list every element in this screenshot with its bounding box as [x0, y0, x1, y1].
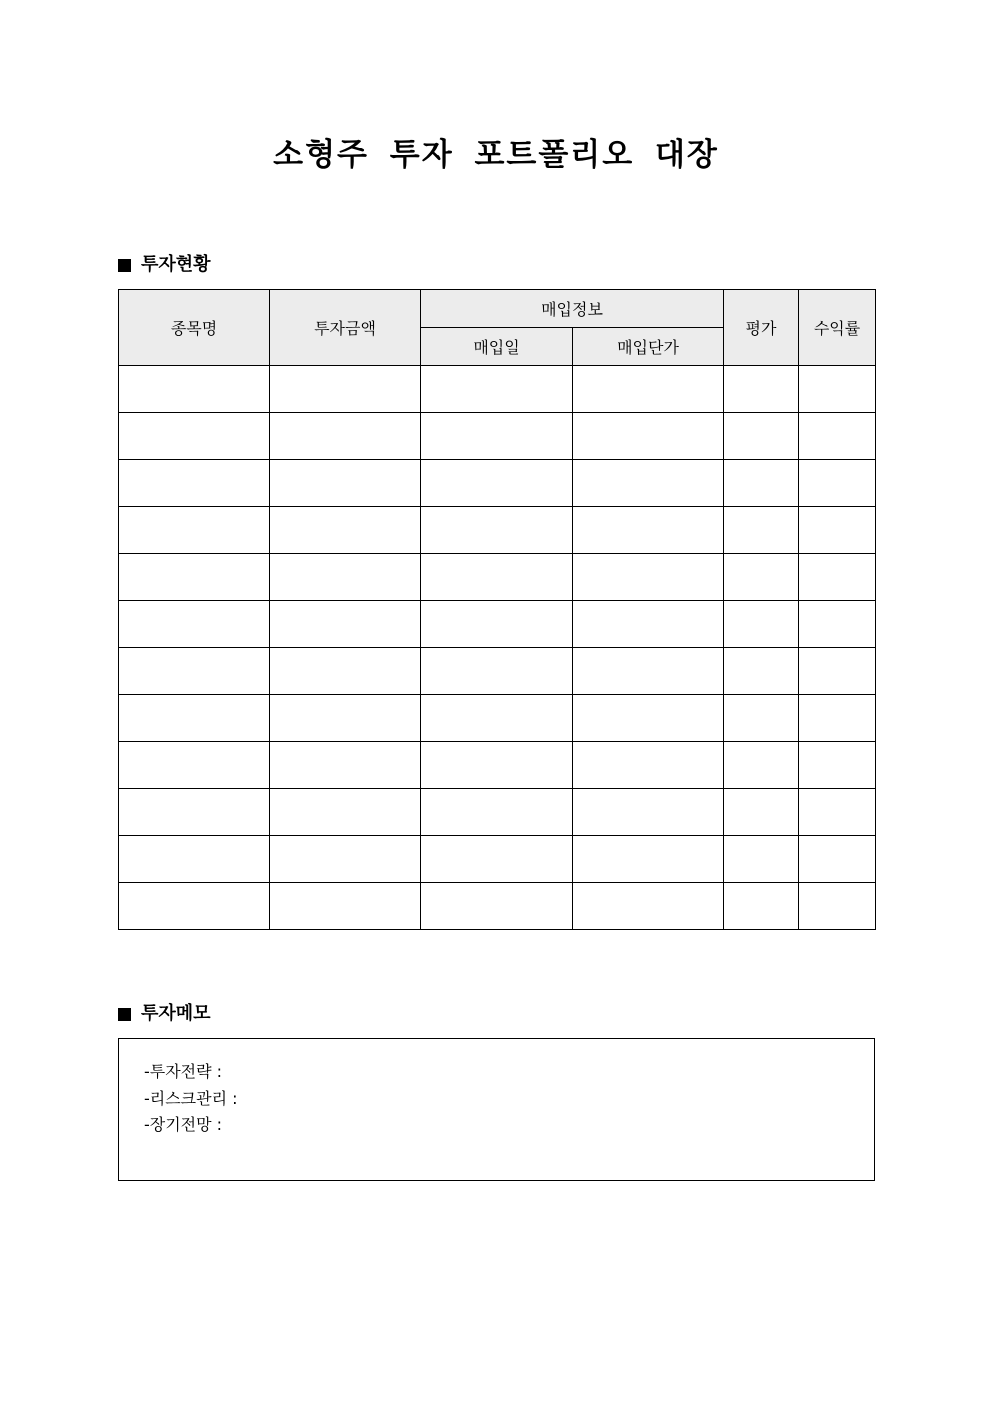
- cell-return-rate[interactable]: [799, 789, 876, 836]
- cell-valuation[interactable]: [724, 601, 799, 648]
- table-row: [119, 648, 876, 695]
- cell-investment-amount[interactable]: [270, 648, 421, 695]
- cell-return-rate[interactable]: [799, 460, 876, 507]
- cell-valuation[interactable]: [724, 789, 799, 836]
- cell-purchase-unit-price[interactable]: [573, 648, 724, 695]
- cell-purchase-date[interactable]: [421, 695, 573, 742]
- cell-return-rate[interactable]: [799, 648, 876, 695]
- table-row: [119, 742, 876, 789]
- cell-valuation[interactable]: [724, 648, 799, 695]
- cell-purchase-unit-price[interactable]: [573, 883, 724, 930]
- cell-investment-amount[interactable]: [270, 836, 421, 883]
- cell-stock-name[interactable]: [119, 789, 270, 836]
- header-investment-amount: 투자금액: [270, 290, 421, 366]
- cell-purchase-date[interactable]: [421, 601, 573, 648]
- cell-investment-amount[interactable]: [270, 413, 421, 460]
- cell-purchase-date[interactable]: [421, 742, 573, 789]
- cell-purchase-date[interactable]: [421, 883, 573, 930]
- table-row: [119, 695, 876, 742]
- cell-valuation[interactable]: [724, 695, 799, 742]
- cell-return-rate[interactable]: [799, 695, 876, 742]
- table-row: [119, 366, 876, 413]
- cell-purchase-date[interactable]: [421, 648, 573, 695]
- cell-stock-name[interactable]: [119, 742, 270, 789]
- cell-return-rate[interactable]: [799, 366, 876, 413]
- cell-purchase-unit-price[interactable]: [573, 554, 724, 601]
- header-return-rate: 수익률: [799, 290, 876, 366]
- square-bullet-icon: [118, 259, 131, 272]
- cell-return-rate[interactable]: [799, 413, 876, 460]
- memo-heading-label: 투자메모: [141, 1003, 211, 1024]
- table-row: [119, 601, 876, 648]
- portfolio-table-body: [119, 366, 876, 930]
- memo-lines: [144, 1059, 238, 1139]
- square-bullet-icon: [118, 1008, 131, 1021]
- cell-valuation[interactable]: [724, 836, 799, 883]
- cell-valuation[interactable]: [724, 554, 799, 601]
- table-row: [119, 507, 876, 554]
- cell-stock-name[interactable]: [119, 648, 270, 695]
- holdings-heading-label: 투자현황: [141, 254, 211, 275]
- cell-purchase-unit-price[interactable]: [573, 836, 724, 883]
- table-row: [119, 554, 876, 601]
- table-row: [119, 413, 876, 460]
- header-valuation: 평가: [724, 290, 799, 366]
- table-row: [119, 460, 876, 507]
- cell-valuation[interactable]: [724, 413, 799, 460]
- cell-stock-name[interactable]: [119, 601, 270, 648]
- cell-stock-name[interactable]: [119, 695, 270, 742]
- header-stock-name: 종목명: [119, 290, 270, 366]
- cell-investment-amount[interactable]: [270, 789, 421, 836]
- cell-purchase-date[interactable]: [421, 366, 573, 413]
- cell-stock-name[interactable]: [119, 413, 270, 460]
- cell-purchase-unit-price[interactable]: [573, 789, 724, 836]
- cell-stock-name[interactable]: [119, 883, 270, 930]
- table-row: [119, 836, 876, 883]
- cell-purchase-unit-price[interactable]: [573, 460, 724, 507]
- cell-purchase-date[interactable]: [421, 413, 573, 460]
- page-title: 소형주 투자 포트폴리오 대장: [273, 137, 719, 173]
- cell-purchase-unit-price[interactable]: [573, 507, 724, 554]
- header-purchase-date: 매입일: [421, 328, 573, 366]
- cell-stock-name[interactable]: [119, 460, 270, 507]
- cell-purchase-date[interactable]: [421, 789, 573, 836]
- cell-return-rate[interactable]: [799, 601, 876, 648]
- cell-valuation[interactable]: [724, 742, 799, 789]
- cell-purchase-unit-price[interactable]: [573, 695, 724, 742]
- memo-line-risk-management[interactable]: -리스크관리 :: [144, 1088, 238, 1108]
- cell-return-rate[interactable]: [799, 836, 876, 883]
- cell-investment-amount[interactable]: [270, 695, 421, 742]
- cell-investment-amount[interactable]: [270, 460, 421, 507]
- cell-purchase-unit-price[interactable]: [573, 413, 724, 460]
- cell-investment-amount[interactable]: [270, 601, 421, 648]
- cell-investment-amount[interactable]: [270, 507, 421, 554]
- cell-valuation[interactable]: [724, 366, 799, 413]
- cell-investment-amount[interactable]: [270, 554, 421, 601]
- cell-return-rate[interactable]: [799, 554, 876, 601]
- memo-box[interactable]: [118, 1038, 875, 1181]
- cell-investment-amount[interactable]: [270, 366, 421, 413]
- cell-valuation[interactable]: [724, 507, 799, 554]
- cell-investment-amount[interactable]: [270, 742, 421, 789]
- memo-line-strategy[interactable]: -투자전략 :: [144, 1062, 223, 1081]
- cell-return-rate[interactable]: [799, 883, 876, 930]
- memo-section-heading: [118, 1001, 211, 1027]
- cell-purchase-date[interactable]: [421, 507, 573, 554]
- header-purchase-unit-price: 매입단가: [573, 328, 724, 366]
- cell-purchase-date[interactable]: [421, 460, 573, 507]
- cell-stock-name[interactable]: [119, 366, 270, 413]
- cell-purchase-date[interactable]: [421, 554, 573, 601]
- cell-purchase-date[interactable]: [421, 836, 573, 883]
- cell-stock-name[interactable]: [119, 836, 270, 883]
- table-row: [119, 883, 876, 930]
- cell-valuation[interactable]: [724, 460, 799, 507]
- holdings-section-heading: [118, 252, 211, 278]
- cell-return-rate[interactable]: [799, 507, 876, 554]
- cell-stock-name[interactable]: [119, 507, 270, 554]
- cell-purchase-unit-price[interactable]: [573, 366, 724, 413]
- memo-line-long-term-outlook[interactable]: -장기전망 :: [144, 1115, 223, 1134]
- cell-investment-amount[interactable]: [270, 883, 421, 930]
- cell-return-rate[interactable]: [799, 742, 876, 789]
- header-purchase-info: 매입정보: [421, 290, 724, 328]
- cell-purchase-unit-price[interactable]: [573, 601, 724, 648]
- table-row: [119, 789, 876, 836]
- portfolio-table: [118, 289, 876, 930]
- cell-valuation[interactable]: [724, 883, 799, 930]
- cell-stock-name[interactable]: [119, 554, 270, 601]
- cell-purchase-unit-price[interactable]: [573, 742, 724, 789]
